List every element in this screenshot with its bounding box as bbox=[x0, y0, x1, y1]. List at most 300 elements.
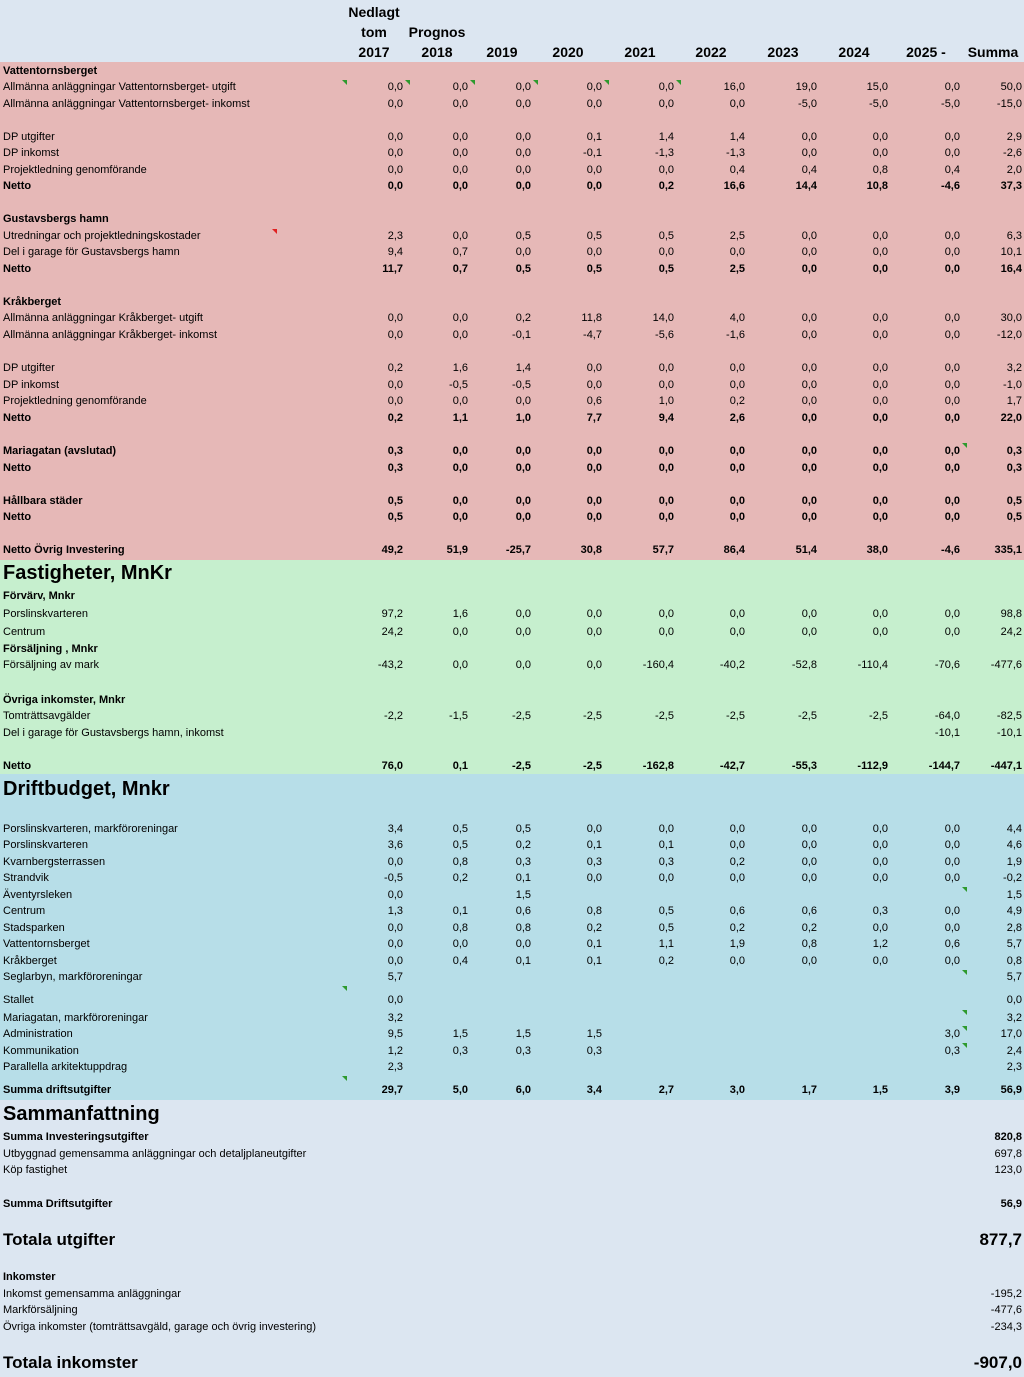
value-cell[interactable]: 1,0 bbox=[515, 412, 531, 424]
value-cell[interactable]: -5,6 bbox=[655, 329, 674, 341]
value-cell[interactable]: -162,8 bbox=[642, 760, 674, 772]
value-cell[interactable]: 0,0 bbox=[872, 626, 888, 638]
comment-flag-icon[interactable] bbox=[470, 80, 475, 85]
value-cell[interactable]: 0,0 bbox=[586, 445, 602, 457]
value-cell[interactable]: -4,6 bbox=[941, 180, 960, 192]
value-cell[interactable]: 4,0 bbox=[729, 312, 745, 324]
value-cell[interactable]: 0,0 bbox=[452, 329, 468, 341]
value-cell[interactable]: 4,4 bbox=[1006, 823, 1022, 835]
value-cell[interactable]: 0,1 bbox=[515, 872, 531, 884]
value-cell[interactable]: 0,0 bbox=[387, 329, 403, 341]
value-cell[interactable]: 1,1 bbox=[658, 938, 674, 950]
value-cell[interactable]: 0,0 bbox=[1006, 994, 1022, 1006]
value-cell[interactable]: 0,3 bbox=[1006, 445, 1022, 457]
value-cell[interactable]: 0,0 bbox=[872, 839, 888, 851]
value-cell[interactable]: 0,3 bbox=[586, 1045, 602, 1057]
value-cell[interactable]: -52,8 bbox=[791, 659, 817, 671]
value-cell[interactable]: -144,7 bbox=[928, 760, 960, 772]
value-cell[interactable]: 1,9 bbox=[1006, 856, 1022, 868]
value-cell[interactable]: 1,6 bbox=[452, 362, 468, 374]
value-cell[interactable]: 0,1 bbox=[658, 839, 674, 851]
value-cell[interactable]: 56,9 bbox=[1000, 1198, 1022, 1210]
value-cell[interactable]: -2,5 bbox=[798, 710, 817, 722]
value-cell[interactable]: 0,0 bbox=[387, 922, 403, 934]
value-cell[interactable]: 37,3 bbox=[1000, 180, 1022, 192]
value-cell[interactable]: 15,0 bbox=[866, 81, 888, 93]
value-cell[interactable]: 0,0 bbox=[586, 659, 602, 671]
value-cell[interactable]: 0,5 bbox=[515, 263, 531, 275]
value-cell[interactable]: -1,5 bbox=[449, 710, 468, 722]
value-cell[interactable]: -0,5 bbox=[384, 872, 403, 884]
value-cell[interactable]: 123,0 bbox=[994, 1164, 1022, 1176]
value-cell[interactable]: 0,0 bbox=[872, 412, 888, 424]
value-cell[interactable]: 1,3 bbox=[387, 905, 403, 917]
value-cell[interactable]: 16,4 bbox=[1000, 263, 1022, 275]
value-cell[interactable]: 0,0 bbox=[729, 626, 745, 638]
value-cell[interactable]: -25,7 bbox=[505, 544, 531, 556]
value-cell[interactable]: 0,0 bbox=[872, 445, 888, 457]
value-cell[interactable]: 1,5 bbox=[1006, 889, 1022, 901]
value-cell[interactable]: 0,0 bbox=[729, 379, 745, 391]
value-cell[interactable]: 0,0 bbox=[658, 445, 674, 457]
value-cell[interactable]: -1,3 bbox=[726, 147, 745, 159]
value-cell[interactable]: 0,0 bbox=[387, 938, 403, 950]
value-cell[interactable]: 0,0 bbox=[872, 379, 888, 391]
value-cell[interactable]: 10,8 bbox=[866, 180, 888, 192]
value-cell[interactable]: 335,1 bbox=[994, 544, 1022, 556]
value-cell[interactable]: 0,0 bbox=[801, 856, 817, 868]
value-cell[interactable]: 0,0 bbox=[515, 180, 531, 192]
value-cell[interactable]: 0,0 bbox=[801, 445, 817, 457]
value-cell[interactable]: 0,0 bbox=[872, 263, 888, 275]
value-cell[interactable]: 0,2 bbox=[515, 312, 531, 324]
value-cell[interactable]: 0,0 bbox=[452, 180, 468, 192]
value-cell[interactable]: 0,0 bbox=[944, 379, 960, 391]
value-cell[interactable]: 0,0 bbox=[452, 164, 468, 176]
value-cell[interactable]: 0,6 bbox=[586, 395, 602, 407]
value-cell[interactable]: 0,0 bbox=[729, 511, 745, 523]
value-cell[interactable]: 0,5 bbox=[586, 230, 602, 242]
value-cell[interactable]: 1,4 bbox=[515, 362, 531, 374]
value-cell[interactable]: 0,0 bbox=[944, 608, 960, 620]
value-cell[interactable]: 0,0 bbox=[872, 230, 888, 242]
value-cell[interactable]: 0,2 bbox=[387, 412, 403, 424]
value-cell[interactable]: 820,8 bbox=[994, 1131, 1022, 1143]
value-cell[interactable]: 0,0 bbox=[586, 98, 602, 110]
value-cell[interactable]: 0,0 bbox=[872, 495, 888, 507]
value-cell[interactable]: 19,0 bbox=[795, 81, 817, 93]
value-cell[interactable]: -82,5 bbox=[996, 710, 1022, 722]
value-cell[interactable]: -160,4 bbox=[642, 659, 674, 671]
value-cell[interactable]: 1,5 bbox=[586, 1028, 602, 1040]
value-cell[interactable]: -2,2 bbox=[384, 710, 403, 722]
value-cell[interactable]: -43,2 bbox=[377, 659, 403, 671]
value-cell[interactable]: 0,5 bbox=[658, 230, 674, 242]
value-cell[interactable]: 57,7 bbox=[652, 544, 674, 556]
value-cell[interactable]: 0,1 bbox=[452, 905, 468, 917]
value-cell[interactable]: 0,1 bbox=[586, 938, 602, 950]
value-cell[interactable]: 0,0 bbox=[586, 379, 602, 391]
value-cell[interactable]: 0,0 bbox=[729, 445, 745, 457]
value-cell[interactable]: 0,0 bbox=[872, 511, 888, 523]
value-cell[interactable]: 0,0 bbox=[944, 445, 960, 457]
value-cell[interactable]: 0,0 bbox=[387, 955, 403, 967]
value-cell[interactable]: 0,0 bbox=[801, 312, 817, 324]
value-cell[interactable]: 0,0 bbox=[452, 462, 468, 474]
value-cell[interactable]: 0,0 bbox=[801, 626, 817, 638]
value-cell[interactable]: 0,0 bbox=[658, 495, 674, 507]
value-cell[interactable]: 0,8 bbox=[515, 922, 531, 934]
value-cell[interactable]: -447,1 bbox=[990, 760, 1022, 772]
value-cell[interactable]: 0,0 bbox=[387, 131, 403, 143]
value-cell[interactable]: 97,2 bbox=[381, 608, 403, 620]
comment-flag-icon[interactable] bbox=[604, 80, 609, 85]
value-cell[interactable]: 0,1 bbox=[586, 839, 602, 851]
comment-flag-icon[interactable] bbox=[962, 887, 967, 892]
value-cell[interactable]: 1,4 bbox=[729, 131, 745, 143]
value-cell[interactable]: 3,0 bbox=[944, 1028, 960, 1040]
value-cell[interactable]: 98,8 bbox=[1000, 608, 1022, 620]
value-cell[interactable]: 0,2 bbox=[729, 395, 745, 407]
value-cell[interactable]: 0,2 bbox=[452, 872, 468, 884]
value-cell[interactable]: 50,0 bbox=[1000, 81, 1022, 93]
value-cell[interactable]: 2,9 bbox=[1006, 131, 1022, 143]
value-cell[interactable]: 0,0 bbox=[452, 495, 468, 507]
value-cell[interactable]: 0,0 bbox=[387, 81, 403, 93]
value-cell[interactable]: 0,0 bbox=[944, 147, 960, 159]
value-cell[interactable]: 3,2 bbox=[1006, 362, 1022, 374]
value-cell[interactable]: 0,0 bbox=[515, 147, 531, 159]
value-cell[interactable]: 0,0 bbox=[586, 872, 602, 884]
value-cell[interactable]: 0,0 bbox=[729, 955, 745, 967]
value-cell[interactable]: 0,0 bbox=[872, 312, 888, 324]
value-cell[interactable]: 0,0 bbox=[729, 495, 745, 507]
value-cell[interactable]: 0,0 bbox=[872, 147, 888, 159]
comment-flag-icon[interactable] bbox=[272, 229, 277, 234]
value-cell[interactable]: 0,0 bbox=[452, 131, 468, 143]
value-cell[interactable]: 0,0 bbox=[387, 312, 403, 324]
value-cell[interactable]: -1,3 bbox=[655, 147, 674, 159]
value-cell[interactable]: 0,0 bbox=[944, 462, 960, 474]
value-cell[interactable]: 0,0 bbox=[944, 495, 960, 507]
value-cell[interactable]: 0,3 bbox=[387, 445, 403, 457]
value-cell[interactable]: 0,0 bbox=[586, 511, 602, 523]
value-cell[interactable]: -907,0 bbox=[973, 1353, 1022, 1372]
value-cell[interactable]: 1,2 bbox=[872, 938, 888, 950]
value-cell[interactable]: 2,8 bbox=[1006, 922, 1022, 934]
value-cell[interactable]: 0,3 bbox=[515, 856, 531, 868]
value-cell[interactable]: 0,0 bbox=[944, 856, 960, 868]
value-cell[interactable]: 5,7 bbox=[1006, 938, 1022, 950]
value-cell[interactable]: 3,4 bbox=[387, 823, 403, 835]
value-cell[interactable]: -0,5 bbox=[512, 379, 531, 391]
value-cell[interactable]: -234,3 bbox=[990, 1321, 1022, 1333]
value-cell[interactable]: 0,0 bbox=[387, 164, 403, 176]
value-cell[interactable]: -2,5 bbox=[726, 710, 745, 722]
value-cell[interactable]: 14,4 bbox=[795, 180, 817, 192]
value-cell[interactable]: 2,4 bbox=[1006, 1045, 1022, 1057]
value-cell[interactable]: 56,9 bbox=[1000, 1084, 1022, 1096]
value-cell[interactable]: -10,1 bbox=[996, 727, 1022, 739]
value-cell[interactable]: 0,0 bbox=[586, 246, 602, 258]
value-cell[interactable]: 1,6 bbox=[452, 608, 468, 620]
value-cell[interactable]: 0,0 bbox=[387, 856, 403, 868]
value-cell[interactable]: -5,0 bbox=[869, 98, 888, 110]
value-cell[interactable]: 0,0 bbox=[452, 659, 468, 671]
value-cell[interactable]: 9,5 bbox=[387, 1028, 403, 1040]
value-cell[interactable]: 0,0 bbox=[801, 395, 817, 407]
value-cell[interactable]: 0,2 bbox=[515, 839, 531, 851]
value-cell[interactable]: 0,0 bbox=[515, 938, 531, 950]
value-cell[interactable]: -2,5 bbox=[869, 710, 888, 722]
value-cell[interactable]: 0,0 bbox=[729, 872, 745, 884]
value-cell[interactable]: 0,0 bbox=[729, 362, 745, 374]
value-cell[interactable]: 0,0 bbox=[658, 379, 674, 391]
value-cell[interactable]: 0,0 bbox=[872, 922, 888, 934]
value-cell[interactable]: 38,0 bbox=[866, 544, 888, 556]
value-cell[interactable]: 0,0 bbox=[801, 147, 817, 159]
value-cell[interactable]: 0,0 bbox=[944, 230, 960, 242]
value-cell[interactable]: 0,6 bbox=[729, 905, 745, 917]
value-cell[interactable]: -2,5 bbox=[583, 710, 602, 722]
value-cell[interactable]: 3,0 bbox=[729, 1084, 745, 1096]
value-cell[interactable]: 0,0 bbox=[387, 994, 403, 1006]
value-cell[interactable]: 0,8 bbox=[801, 938, 817, 950]
value-cell[interactable]: 0,0 bbox=[387, 889, 403, 901]
value-cell[interactable]: 0,1 bbox=[586, 955, 602, 967]
value-cell[interactable]: 0,0 bbox=[658, 246, 674, 258]
comment-flag-icon[interactable] bbox=[342, 80, 347, 85]
value-cell[interactable]: 0,5 bbox=[586, 263, 602, 275]
value-cell[interactable]: 0,0 bbox=[729, 246, 745, 258]
comment-flag-icon[interactable] bbox=[533, 80, 538, 85]
value-cell[interactable]: 0,0 bbox=[872, 329, 888, 341]
value-cell[interactable]: 0,0 bbox=[872, 362, 888, 374]
value-cell[interactable]: 697,8 bbox=[994, 1148, 1022, 1160]
value-cell[interactable]: 22,0 bbox=[1000, 412, 1022, 424]
value-cell[interactable]: 0,0 bbox=[515, 395, 531, 407]
value-cell[interactable]: 0,0 bbox=[452, 81, 468, 93]
value-cell[interactable]: 0,0 bbox=[515, 445, 531, 457]
value-cell[interactable]: 0,0 bbox=[801, 131, 817, 143]
value-cell[interactable]: 0,0 bbox=[944, 362, 960, 374]
value-cell[interactable]: -5,0 bbox=[941, 98, 960, 110]
value-cell[interactable]: 0,3 bbox=[658, 856, 674, 868]
value-cell[interactable]: 3,2 bbox=[1006, 1012, 1022, 1024]
value-cell[interactable]: 0,0 bbox=[387, 379, 403, 391]
value-cell[interactable]: 9,4 bbox=[387, 246, 403, 258]
value-cell[interactable]: 0,0 bbox=[944, 329, 960, 341]
value-cell[interactable]: 0,5 bbox=[452, 839, 468, 851]
value-cell[interactable]: 1,2 bbox=[387, 1045, 403, 1057]
value-cell[interactable]: 1,7 bbox=[1006, 395, 1022, 407]
value-cell[interactable]: 0,0 bbox=[515, 511, 531, 523]
value-cell[interactable]: 0,5 bbox=[452, 823, 468, 835]
value-cell[interactable]: -2,5 bbox=[512, 760, 531, 772]
value-cell[interactable]: 0,0 bbox=[872, 246, 888, 258]
value-cell[interactable]: 0,3 bbox=[387, 462, 403, 474]
value-cell[interactable]: 29,7 bbox=[381, 1084, 403, 1096]
value-cell[interactable]: 14,0 bbox=[652, 312, 674, 324]
value-cell[interactable]: 11,8 bbox=[581, 312, 602, 324]
value-cell[interactable]: 0,0 bbox=[729, 823, 745, 835]
value-cell[interactable]: 0,4 bbox=[944, 164, 960, 176]
value-cell[interactable]: 0,0 bbox=[658, 823, 674, 835]
value-cell[interactable]: 0,8 bbox=[586, 905, 602, 917]
value-cell[interactable]: 76,0 bbox=[381, 760, 403, 772]
value-cell[interactable]: -5,0 bbox=[798, 98, 817, 110]
value-cell[interactable]: 0,5 bbox=[658, 263, 674, 275]
value-cell[interactable]: 86,4 bbox=[723, 544, 745, 556]
value-cell[interactable]: 0,0 bbox=[944, 872, 960, 884]
value-cell[interactable]: 0,0 bbox=[944, 955, 960, 967]
value-cell[interactable]: -477,6 bbox=[990, 1304, 1022, 1316]
value-cell[interactable]: 0,0 bbox=[872, 131, 888, 143]
value-cell[interactable]: 0,0 bbox=[452, 395, 468, 407]
comment-flag-icon[interactable] bbox=[962, 1010, 967, 1015]
value-cell[interactable]: 0,0 bbox=[944, 263, 960, 275]
value-cell[interactable]: 0,0 bbox=[944, 246, 960, 258]
value-cell[interactable]: -15,0 bbox=[996, 98, 1022, 110]
value-cell[interactable]: 0,6 bbox=[801, 905, 817, 917]
value-cell[interactable]: 0,2 bbox=[729, 922, 745, 934]
value-cell[interactable]: 0,0 bbox=[801, 511, 817, 523]
value-cell[interactable]: -112,9 bbox=[857, 760, 888, 772]
value-cell[interactable]: 24,2 bbox=[1000, 626, 1022, 638]
value-cell[interactable]: 0,0 bbox=[801, 872, 817, 884]
value-cell[interactable]: 5,7 bbox=[387, 971, 403, 983]
value-cell[interactable]: -4,7 bbox=[583, 329, 602, 341]
value-cell[interactable]: 0,0 bbox=[801, 412, 817, 424]
value-cell[interactable]: 2,3 bbox=[387, 1061, 403, 1073]
value-cell[interactable]: 3,4 bbox=[586, 1084, 602, 1096]
value-cell[interactable]: -1,0 bbox=[1003, 379, 1022, 391]
value-cell[interactable]: 0,0 bbox=[452, 445, 468, 457]
value-cell[interactable]: 0,0 bbox=[801, 362, 817, 374]
value-cell[interactable]: 0,0 bbox=[452, 626, 468, 638]
value-cell[interactable]: 1,9 bbox=[729, 938, 745, 950]
value-cell[interactable]: -0,2 bbox=[1003, 872, 1022, 884]
value-cell[interactable]: 0,0 bbox=[515, 131, 531, 143]
value-cell[interactable]: 0,0 bbox=[452, 511, 468, 523]
value-cell[interactable]: 0,0 bbox=[515, 164, 531, 176]
value-cell[interactable]: 0,0 bbox=[452, 98, 468, 110]
value-cell[interactable]: 2,6 bbox=[729, 412, 745, 424]
value-cell[interactable]: 1,4 bbox=[658, 131, 674, 143]
value-cell[interactable]: 0,8 bbox=[452, 856, 468, 868]
comment-flag-icon[interactable] bbox=[676, 80, 681, 85]
value-cell[interactable]: 0,4 bbox=[801, 164, 817, 176]
value-cell[interactable]: 1,5 bbox=[452, 1028, 468, 1040]
value-cell[interactable]: -10,1 bbox=[934, 727, 960, 739]
value-cell[interactable]: 0,0 bbox=[944, 905, 960, 917]
value-cell[interactable]: 0,0 bbox=[387, 395, 403, 407]
value-cell[interactable]: 6,0 bbox=[515, 1084, 531, 1096]
value-cell[interactable]: 0,0 bbox=[452, 312, 468, 324]
value-cell[interactable]: 0,0 bbox=[658, 608, 674, 620]
value-cell[interactable]: 0,5 bbox=[658, 922, 674, 934]
value-cell[interactable]: -12,0 bbox=[996, 329, 1022, 341]
value-cell[interactable]: 2,5 bbox=[729, 263, 745, 275]
value-cell[interactable]: 0,0 bbox=[801, 230, 817, 242]
value-cell[interactable]: 0,0 bbox=[801, 495, 817, 507]
value-cell[interactable]: 3,2 bbox=[387, 1012, 403, 1024]
value-cell[interactable]: 0,8 bbox=[452, 922, 468, 934]
value-cell[interactable]: -477,6 bbox=[990, 659, 1022, 671]
value-cell[interactable]: 0,0 bbox=[658, 81, 674, 93]
value-cell[interactable]: 0,0 bbox=[729, 98, 745, 110]
value-cell[interactable]: 0,1 bbox=[452, 760, 468, 772]
value-cell[interactable]: 0,7 bbox=[452, 263, 468, 275]
value-cell[interactable]: 11,7 bbox=[382, 263, 403, 275]
value-cell[interactable]: -2,6 bbox=[1003, 147, 1022, 159]
value-cell[interactable]: 0,6 bbox=[515, 905, 531, 917]
value-cell[interactable]: 0,0 bbox=[658, 511, 674, 523]
comment-flag-icon[interactable] bbox=[962, 1043, 967, 1048]
value-cell[interactable]: 0,3 bbox=[872, 905, 888, 917]
value-cell[interactable]: 0,0 bbox=[872, 462, 888, 474]
value-cell[interactable]: 0,0 bbox=[658, 872, 674, 884]
value-cell[interactable]: 0,5 bbox=[387, 511, 403, 523]
value-cell[interactable]: 3,6 bbox=[387, 839, 403, 851]
value-cell[interactable]: 0,0 bbox=[944, 922, 960, 934]
value-cell[interactable]: -195,2 bbox=[990, 1288, 1022, 1300]
value-cell[interactable]: 0,0 bbox=[801, 462, 817, 474]
value-cell[interactable]: -70,6 bbox=[934, 659, 960, 671]
value-cell[interactable]: 877,7 bbox=[979, 1230, 1022, 1249]
value-cell[interactable]: 0,0 bbox=[801, 329, 817, 341]
value-cell[interactable]: 0,2 bbox=[387, 362, 403, 374]
value-cell[interactable]: 0,0 bbox=[801, 379, 817, 391]
value-cell[interactable]: 0,0 bbox=[452, 230, 468, 242]
value-cell[interactable]: 51,9 bbox=[446, 544, 468, 556]
value-cell[interactable]: 1,0 bbox=[658, 395, 674, 407]
value-cell[interactable]: 1,7 bbox=[801, 1084, 817, 1096]
value-cell[interactable]: 0,5 bbox=[1006, 495, 1022, 507]
value-cell[interactable]: 0,0 bbox=[586, 81, 602, 93]
value-cell[interactable]: -42,7 bbox=[719, 760, 745, 772]
value-cell[interactable]: 0,5 bbox=[658, 905, 674, 917]
value-cell[interactable]: 0,3 bbox=[452, 1045, 468, 1057]
value-cell[interactable]: 1,5 bbox=[872, 1084, 888, 1096]
value-cell[interactable]: 0,0 bbox=[586, 823, 602, 835]
value-cell[interactable]: 5,7 bbox=[1006, 971, 1022, 983]
value-cell[interactable]: 10,1 bbox=[1000, 246, 1022, 258]
value-cell[interactable]: 0,0 bbox=[801, 823, 817, 835]
value-cell[interactable]: 24,2 bbox=[381, 626, 403, 638]
value-cell[interactable]: 0,0 bbox=[944, 511, 960, 523]
value-cell[interactable]: 0,0 bbox=[658, 164, 674, 176]
value-cell[interactable]: 4,6 bbox=[1006, 839, 1022, 851]
value-cell[interactable]: -2,5 bbox=[583, 760, 602, 772]
value-cell[interactable]: -0,5 bbox=[449, 379, 468, 391]
comment-flag-icon[interactable] bbox=[962, 1026, 967, 1031]
value-cell[interactable]: 0,0 bbox=[387, 98, 403, 110]
value-cell[interactable]: 0,0 bbox=[801, 839, 817, 851]
value-cell[interactable]: 0,5 bbox=[515, 823, 531, 835]
value-cell[interactable]: 4,9 bbox=[1006, 905, 1022, 917]
value-cell[interactable]: 0,2 bbox=[658, 955, 674, 967]
value-cell[interactable]: 0,0 bbox=[515, 462, 531, 474]
value-cell[interactable]: 0,4 bbox=[452, 955, 468, 967]
value-cell[interactable]: 0,1 bbox=[515, 955, 531, 967]
comment-flag-icon[interactable] bbox=[962, 443, 967, 448]
value-cell[interactable]: 0,5 bbox=[1006, 511, 1022, 523]
comment-flag-icon[interactable] bbox=[962, 970, 967, 975]
value-cell[interactable]: 0,0 bbox=[452, 147, 468, 159]
value-cell[interactable]: -2,5 bbox=[655, 710, 674, 722]
value-cell[interactable]: 0,0 bbox=[729, 608, 745, 620]
